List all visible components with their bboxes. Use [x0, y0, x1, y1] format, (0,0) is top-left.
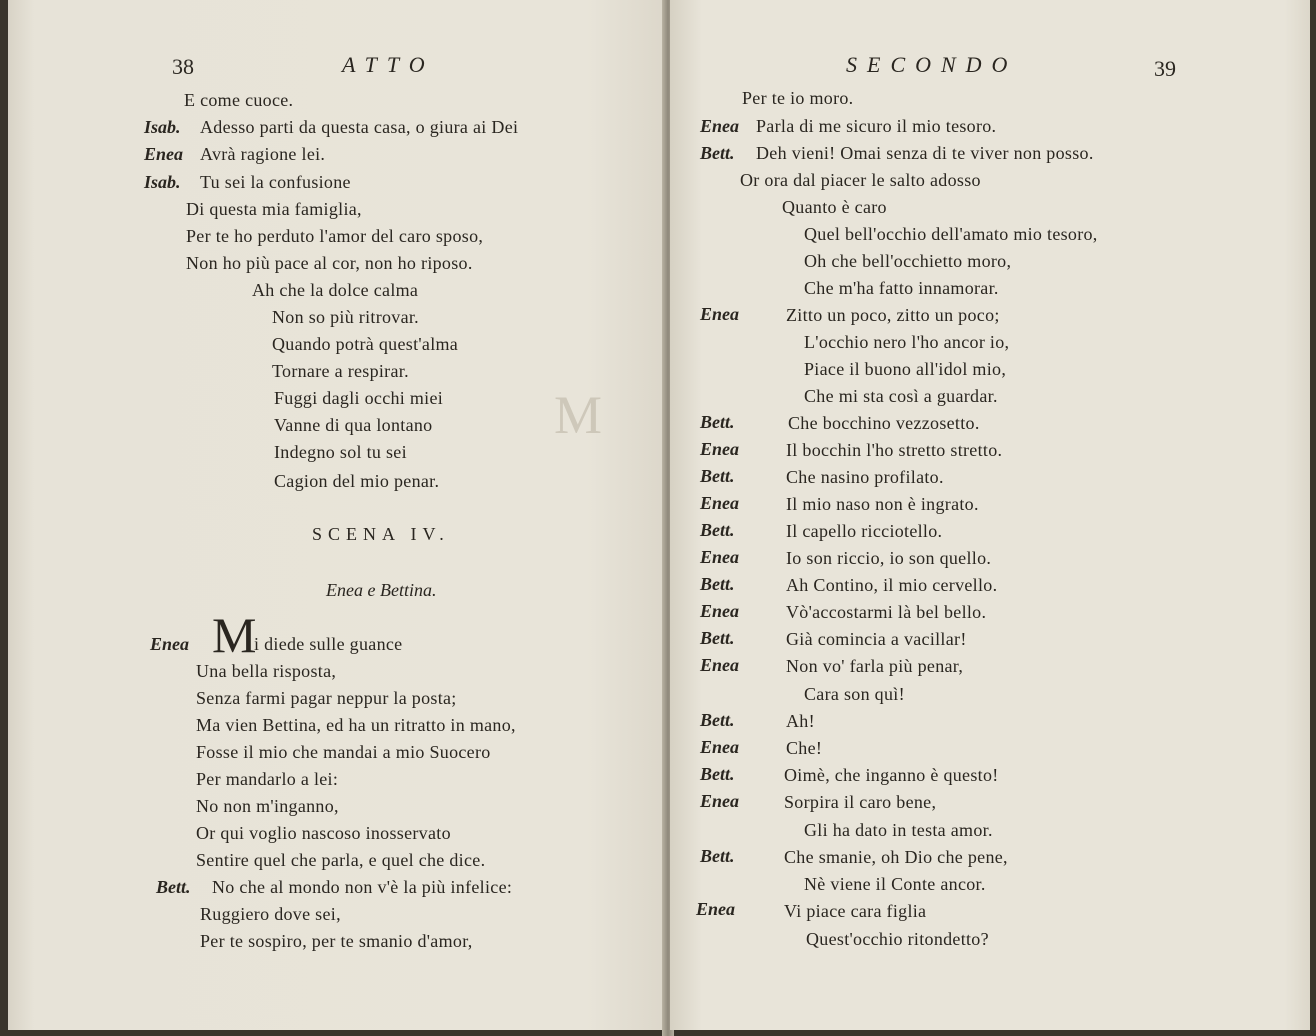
right-line-22: Cara son quì!	[804, 684, 905, 704]
right-line-9: L'occhio nero l'ho ancor io,	[804, 332, 1010, 352]
right-page	[670, 0, 1310, 1030]
scene-line-7: Or qui voglio nascoso inosservato	[196, 823, 451, 843]
right-speaker-21: Enea	[700, 655, 740, 675]
scene-line-1: Una bella risposta,	[196, 661, 337, 681]
right-line-5: Quel bell'occhio dell'amato mio tesoro,	[804, 224, 1098, 244]
left-page-number: 38	[172, 54, 194, 79]
scene-speaker-0: Enea	[150, 634, 190, 654]
right-speaker-20: Bett.	[700, 628, 735, 648]
scene-line-0: i diede sulle guance	[254, 634, 403, 654]
left-line-4: Di questa mia famiglia,	[186, 199, 362, 219]
left-line-0: E come cuoce.	[184, 90, 294, 110]
right-speaker-28: Bett.	[700, 846, 735, 866]
right-speaker-12: Bett.	[700, 412, 735, 432]
left-line-12: Vanne di qua lontano	[274, 415, 433, 435]
left-speaker-2: Enea	[144, 144, 184, 164]
scene-line-10: Ruggiero dove sei,	[200, 904, 341, 924]
right-speaker-18: Bett.	[700, 574, 735, 594]
right-speaker-13: Enea	[700, 439, 740, 459]
left-line-10: Tornare a respirar.	[272, 361, 409, 381]
right-line-18: Ah Contino, il mio cervello.	[786, 575, 998, 595]
right-speaker-15: Enea	[700, 493, 740, 513]
left-line-14: Cagion del mio penar.	[274, 471, 440, 491]
right-line-6: Oh che bell'occhietto moro,	[804, 251, 1012, 271]
right-speaker-17: Enea	[700, 547, 740, 567]
right-line-17: Io son riccio, io son quello.	[786, 548, 992, 568]
scene-line-9: No che al mondo non v'è la più infelice:	[212, 877, 513, 897]
left-line-8: Non so più ritrovar.	[272, 307, 419, 327]
right-speaker-19: Enea	[700, 601, 740, 621]
right-line-10: Piace il buono all'idol mio,	[804, 359, 1007, 379]
right-line-1: Parla di me sicuro il mio tesoro.	[756, 116, 997, 136]
left-line-7: Ah che la dolce calma	[252, 280, 419, 300]
right-speaker-26: Enea	[700, 791, 740, 811]
scene-line-6: No non m'inganno,	[196, 796, 339, 816]
right-speaker-14: Bett.	[700, 466, 735, 486]
right-line-25: Oimè, che inganno è questo!	[784, 765, 999, 785]
left-line-6: Non ho più pace al cor, non ho riposo.	[186, 253, 473, 273]
left-line-13: Indegno sol tu sei	[274, 442, 407, 462]
right-speaker-1: Enea	[700, 116, 740, 136]
right-line-21: Non vo' farla più penar,	[786, 656, 964, 676]
right-line-14: Che nasino profilato.	[786, 467, 944, 487]
right-line-20: Già comincia a vacillar!	[786, 629, 967, 649]
left-speaker-3: Isab.	[144, 172, 181, 192]
left-line-9: Quando potrà quest'alma	[272, 334, 459, 354]
right-speaker-23: Bett.	[700, 710, 735, 730]
right-speaker-8: Enea	[700, 304, 740, 324]
right-line-2: Deh vieni! Omai senza di te viver non posso.	[756, 143, 1094, 163]
right-line-31: Quest'occhio ritondetto?	[806, 929, 989, 949]
right-line-27: Gli ha dato in testa amor.	[804, 820, 993, 840]
right-speaker-30: Enea	[696, 899, 736, 919]
scene-characters: Enea e Bettina.	[326, 580, 437, 600]
right-line-24: Che!	[786, 738, 823, 758]
left-page	[8, 0, 666, 1030]
left-line-5: Per te ho perduto l'amor del caro sposo,	[186, 226, 484, 246]
right-speaker-16: Bett.	[700, 520, 735, 540]
right-line-28: Che smanie, oh Dio che pene,	[784, 847, 1008, 867]
scene-speaker-9: Bett.	[156, 877, 191, 897]
bleedthrough-letter: M	[554, 385, 603, 445]
left-line-1: Adesso parti da questa casa, o giura ai Dei	[200, 117, 519, 137]
right-line-8: Zitto un poco, zitto un poco;	[786, 305, 1000, 325]
right-speaker-2: Bett.	[700, 143, 735, 163]
right-speaker-24: Enea	[700, 737, 740, 757]
scene-line-4: Fosse il mio che mandai a mio Suocero	[196, 742, 491, 762]
right-line-4: Quanto è caro	[782, 197, 887, 217]
scene-line-11: Per te sospiro, per te smanio d'amor,	[200, 931, 473, 951]
scene-line-2: Senza farmi pagar neppur la posta;	[196, 688, 457, 708]
right-page-number: 39	[1154, 56, 1176, 81]
left-running-head: ATTO	[342, 52, 435, 77]
scene-title: SCENA IV.	[312, 524, 450, 544]
right-line-26: Sorpira il caro bene,	[784, 792, 937, 812]
right-line-15: Il mio naso non è ingrato.	[786, 494, 979, 514]
scene-line-3: Ma vien Bettina, ed ha un ritratto in mano,	[196, 715, 516, 735]
right-running-head: SECONDO	[846, 52, 1018, 77]
right-speaker-25: Bett.	[700, 764, 735, 784]
right-line-29: Nè viene il Conte ancor.	[804, 874, 986, 894]
right-line-16: Il capello ricciotello.	[786, 521, 943, 541]
right-line-19: Vò'accostarmi là bel bello.	[786, 602, 987, 622]
right-line-11: Che mi sta così a guardar.	[804, 386, 998, 406]
right-line-13: Il bocchin l'ho stretto stretto.	[786, 440, 1003, 460]
left-line-11: Fuggi dagli occhi miei	[274, 388, 444, 408]
right-line-0: Per te io moro.	[742, 88, 854, 108]
right-line-7: Che m'ha fatto innamorar.	[804, 278, 999, 298]
left-speaker-1: Isab.	[144, 117, 181, 137]
scene-line-5: Per mandarlo a lei:	[196, 769, 339, 789]
right-line-3: Or ora dal piacer le salto adosso	[740, 170, 981, 190]
left-line-3: Tu sei la confusione	[200, 172, 351, 192]
right-line-30: Vi piace cara figlia	[784, 901, 927, 921]
scene-line-8: Sentire quel che parla, e quel che dice.	[196, 850, 486, 870]
right-line-23: Ah!	[786, 711, 815, 731]
right-line-12: Che bocchino vezzosetto.	[788, 413, 980, 433]
left-line-2: Avrà ragione lei.	[200, 144, 326, 164]
drop-cap: M	[212, 607, 257, 663]
